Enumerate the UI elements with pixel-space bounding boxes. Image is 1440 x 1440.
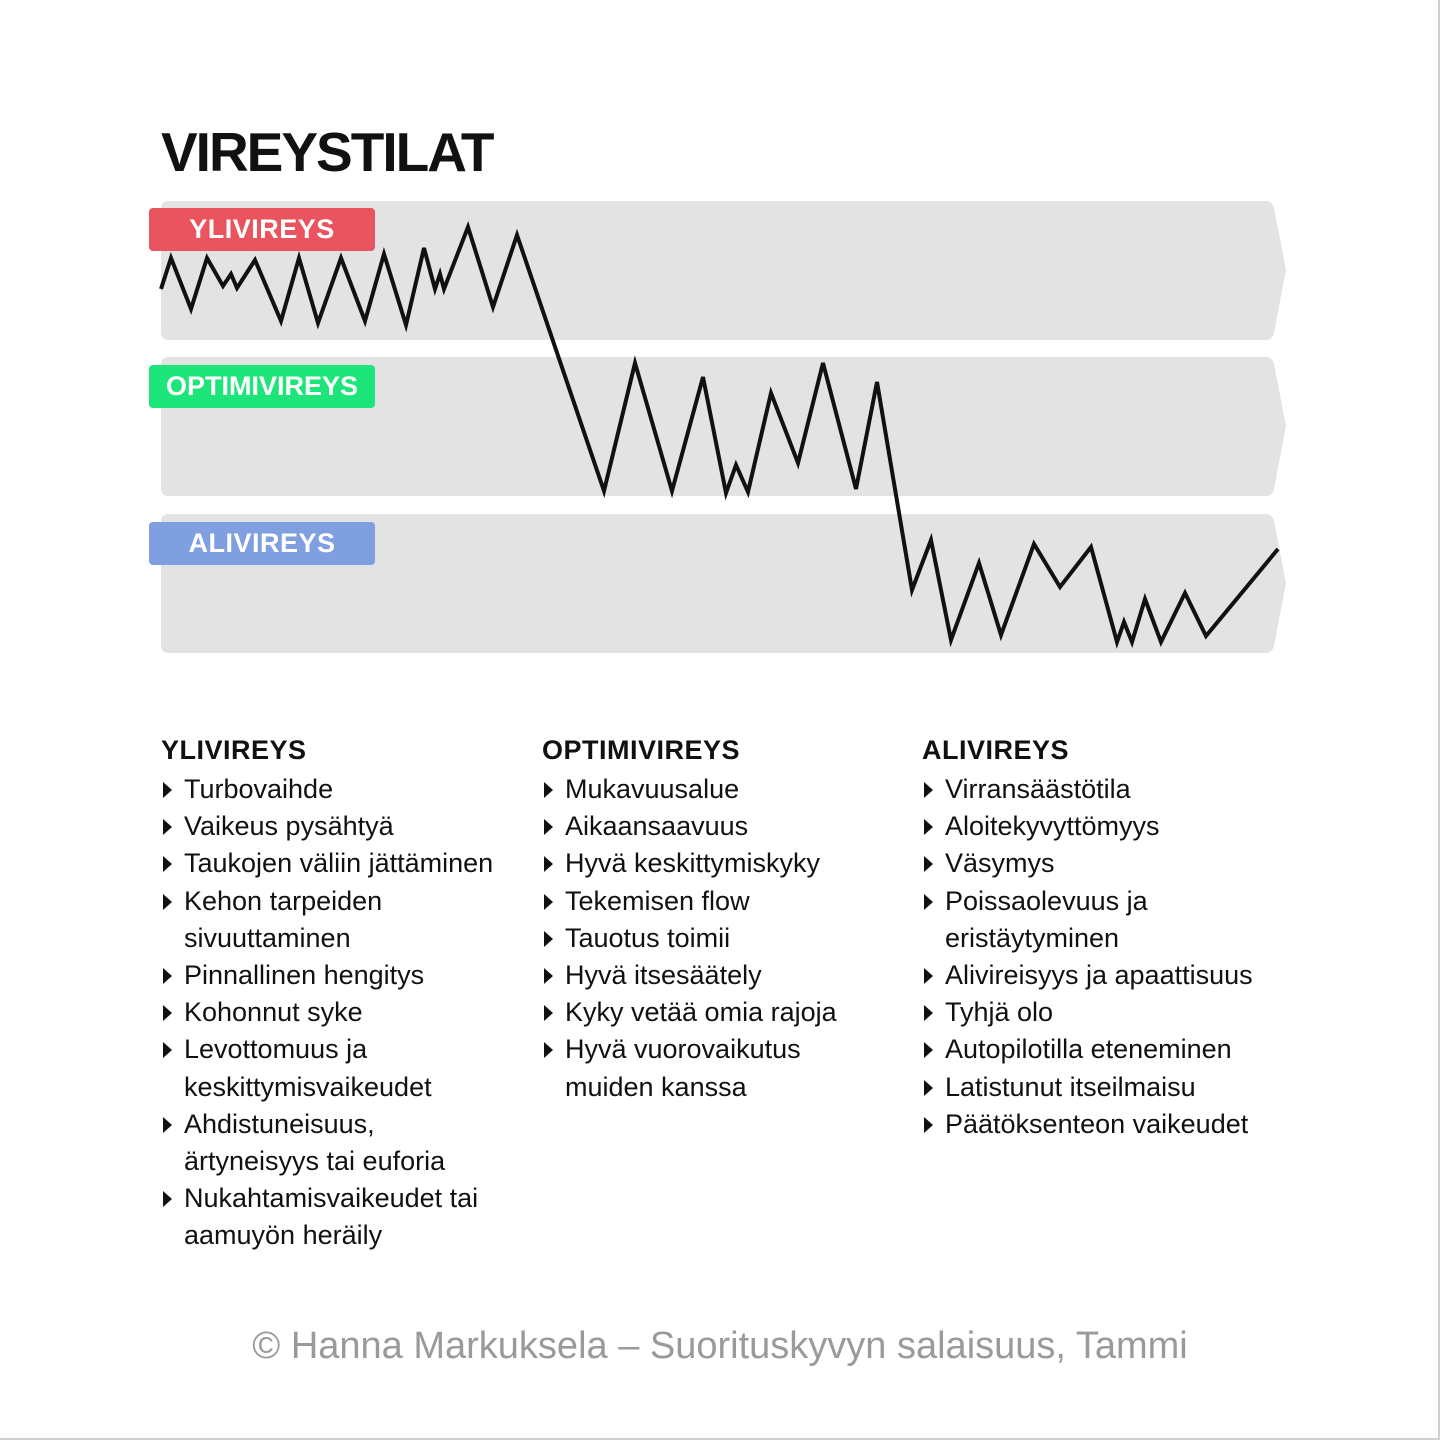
triangle-bullet-icon (163, 782, 172, 798)
list-item (161, 1106, 531, 1180)
symptom-list (922, 771, 1292, 1143)
list-item (922, 1069, 1292, 1106)
triangle-bullet-icon (163, 1042, 172, 1058)
triangle-bullet-icon (924, 1080, 933, 1096)
triangle-bullet-icon (924, 1005, 933, 1021)
list-item-text: Virransäästötila (945, 774, 1131, 804)
column-optimivireys (542, 733, 912, 1106)
list-item-text: Nukahtamisvaikeudet tai aamuyön heräily (184, 1183, 479, 1251)
zone-label-optimivireys: OPTIMIVIREYS (149, 365, 375, 408)
list-item (542, 808, 912, 845)
column-ylivireys (161, 733, 531, 1255)
list-item (161, 845, 531, 882)
list-item (542, 1031, 912, 1105)
list-item (161, 1031, 531, 1105)
list-item-text: Tyhjä olo (945, 997, 1054, 1028)
symptom-list (542, 771, 912, 1106)
list-item-text: Vaikeus pysähtyä (184, 811, 394, 842)
column-heading: ALIVIREYS (922, 735, 1070, 765)
arousal-diagram (0, 0, 1440, 700)
list-item-text: Kehon tarpeiden sivuuttaminen (184, 885, 383, 953)
list-item-text: Poissaolevuus ja eristäytyminen (945, 885, 1148, 953)
list-item-text: Latistunut itseilmaisu (945, 1071, 1196, 1102)
triangle-bullet-icon (544, 968, 553, 984)
zone-label-alivireys: ALIVIREYS (149, 522, 375, 565)
triangle-bullet-icon (924, 1117, 933, 1133)
column-alivireys (922, 733, 1292, 1143)
list-item (542, 883, 912, 920)
list-item-text: Autopilotilla eteneminen (945, 1034, 1232, 1065)
list-item (542, 994, 912, 1031)
triangle-bullet-icon (544, 819, 553, 835)
triangle-bullet-icon (924, 782, 933, 798)
list-item (922, 957, 1292, 994)
page-title: VIREYSTILAT (161, 121, 493, 183)
list-item-text: Kohonnut syke (184, 997, 363, 1028)
list-item (922, 771, 1292, 808)
list-item-text: Taukojen väliin jättäminen (184, 848, 494, 879)
triangle-bullet-icon (163, 1191, 172, 1207)
triangle-bullet-icon (924, 894, 933, 910)
list-item-text: Aloitekyvyttömyys (945, 811, 1160, 842)
triangle-bullet-icon (924, 819, 933, 835)
symptom-list (161, 771, 531, 1255)
list-item (922, 1031, 1292, 1068)
column-heading: OPTIMIVIREYS (542, 735, 741, 765)
list-item-text: Hyvä keskittymiskyky (565, 848, 821, 879)
list-item-text: Kyky vetää omia rajoja (565, 997, 837, 1028)
triangle-bullet-icon (544, 931, 553, 947)
triangle-bullet-icon (163, 856, 172, 872)
list-item (542, 957, 912, 994)
list-item (161, 771, 531, 808)
triangle-bullet-icon (163, 1005, 172, 1021)
zone-label-ylivireys: YLIVIREYS (149, 208, 375, 251)
list-item-text: Ahdistuneisuus, ärtyneisyys tai euforia (184, 1108, 446, 1177)
list-item (922, 845, 1292, 882)
list-item (542, 771, 912, 808)
list-item-text: Aikaansaavuus (565, 811, 749, 842)
list-item-text: Hyvä vuorovaikutus muiden kanssa (565, 1034, 801, 1102)
triangle-bullet-icon (544, 894, 553, 910)
list-item-text: Hyvä itsesäätely (565, 960, 762, 991)
triangle-bullet-icon (924, 968, 933, 984)
list-item-text: Tekemisen flow (565, 885, 750, 916)
list-item-text: Levottomuus ja keskittymisvaikeudet (184, 1034, 432, 1102)
list-item (161, 808, 531, 845)
list-item (922, 808, 1292, 845)
list-item-text: Päätöksenteon vaikeudet (945, 1108, 1249, 1139)
list-item (542, 920, 912, 957)
list-item (161, 994, 531, 1031)
list-item-text: Alivireisyys ja apaattisuus (945, 960, 1253, 991)
triangle-bullet-icon (544, 1005, 553, 1021)
triangle-bullet-icon (163, 968, 172, 984)
triangle-bullet-icon (163, 894, 172, 910)
triangle-bullet-icon (924, 856, 933, 872)
triangle-bullet-icon (544, 1042, 553, 1058)
list-item (922, 883, 1292, 957)
list-item-text: Väsymys (945, 848, 1055, 879)
triangle-bullet-icon (544, 856, 553, 872)
list-item (542, 845, 912, 882)
triangle-bullet-icon (924, 1042, 933, 1058)
list-item (161, 1180, 531, 1254)
column-heading: YLIVIREYS (161, 735, 307, 765)
list-item-text: Pinnallinen hengitys (184, 960, 425, 991)
copyright-credit: © Hanna Markuksela – Suorituskyvyn salaisuus, Tammi (252, 1325, 1188, 1367)
list-item (922, 1106, 1292, 1143)
list-item-text: Mukavuusalue (565, 774, 740, 804)
list-item (161, 883, 531, 957)
list-item (922, 994, 1292, 1031)
list-item-text: Tauotus toimii (565, 922, 731, 953)
list-item-text: Turbovaihde (184, 774, 334, 804)
triangle-bullet-icon (163, 819, 172, 835)
list-item (161, 957, 531, 994)
triangle-bullet-icon (544, 782, 553, 798)
triangle-bullet-icon (163, 1117, 172, 1133)
